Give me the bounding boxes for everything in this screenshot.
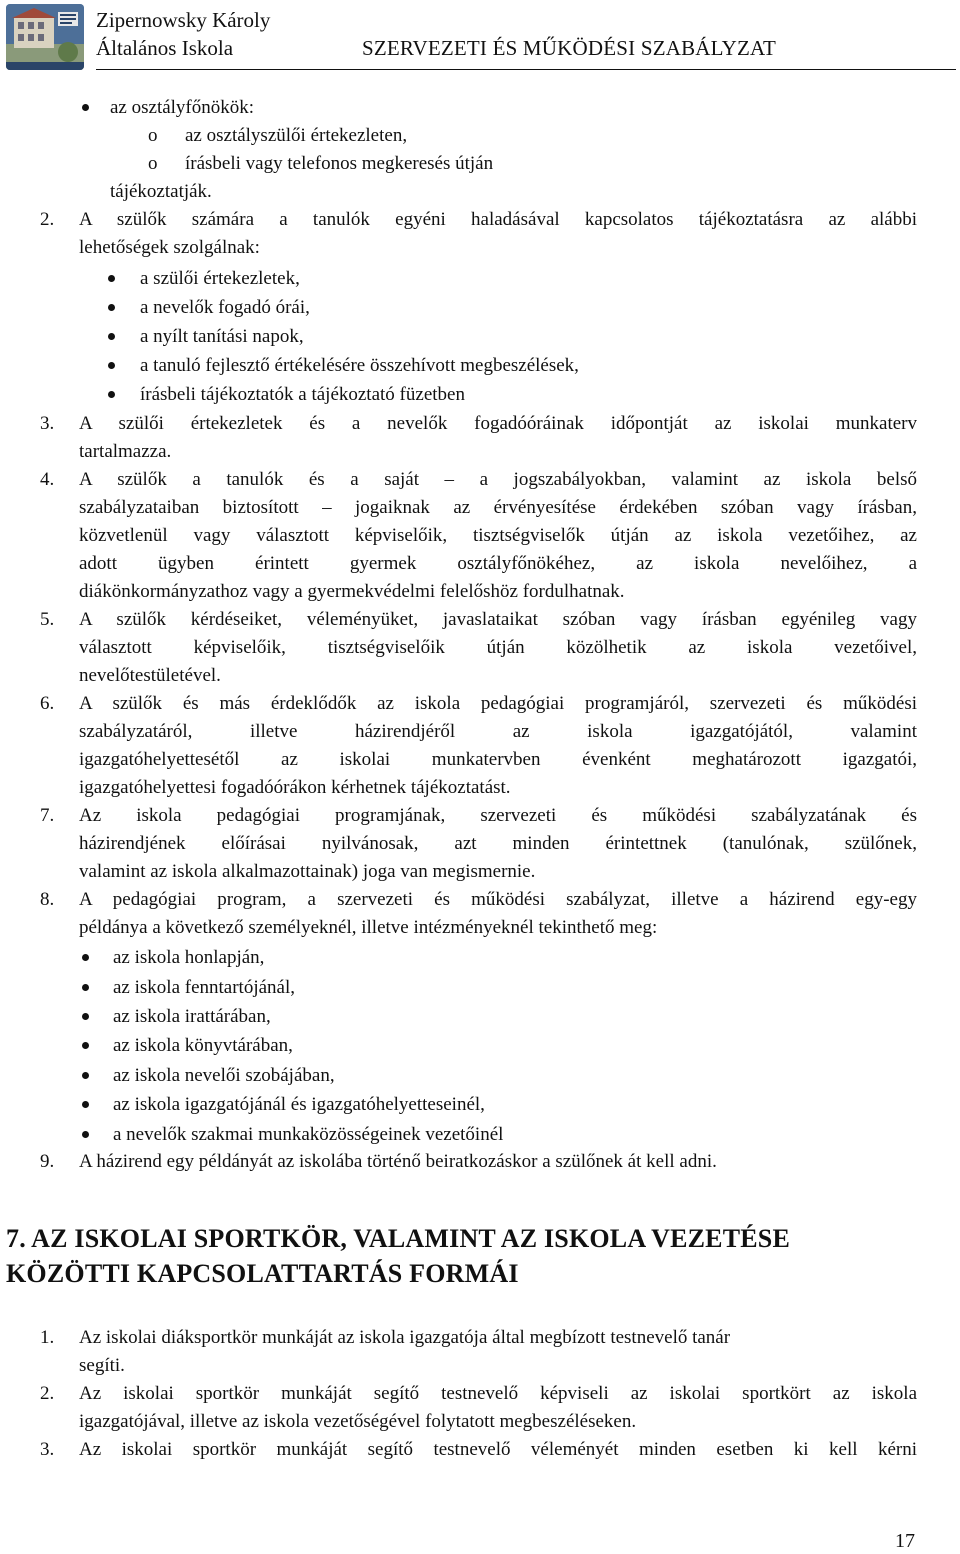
page-number: 17: [895, 1530, 915, 1552]
paragraph-line: tájékoztatják.: [110, 181, 212, 202]
bullet-dot: [108, 304, 115, 311]
paragraph-line: házirendjének előírásai nyilvánosak, azt minden érintettnek (tanulónak, szülőnek,: [79, 833, 917, 854]
paragraph-line: Az iskolai sportkör munkáját segítő testnevelő véleményét minden esetben ki kell kérni: [79, 1439, 917, 1460]
bullet-dot: [82, 984, 89, 991]
bullet-dot: [82, 1101, 89, 1108]
list-item: a nevelők fogadó órái,: [140, 297, 310, 318]
paragraph-line: A szülők és más érdeklődők az iskola pedagógiai programjáról, szervezeti és működési: [79, 693, 917, 714]
paragraph-line: A szülők kérdéseiket, véleményüket, javaslataikat szóban vagy írásban egyénileg vagy: [79, 609, 917, 630]
list-item: az iskola fenntartójánál,: [113, 977, 296, 998]
paragraph-line: A pedagógiai program, a szervezeti és működési szabályzat, illetve a házirend egy-egy: [79, 889, 917, 910]
bullet-dot: [108, 362, 115, 369]
item-number: 2.: [40, 209, 55, 230]
paragraph-line: A szülők a tanulók és a saját – a jogszabályokban, valamint az iskola belső: [79, 469, 917, 490]
sub-marker: o: [148, 153, 158, 174]
section-heading: KÖZÖTTI KAPCSOLATTARTÁS FORMÁI: [6, 1259, 519, 1288]
school-name-line2: Általános Iskola: [96, 36, 234, 60]
item-number: 3.: [40, 1439, 55, 1460]
item-number: 1.: [40, 1327, 55, 1348]
school-name-line1: Zipernowsky Károly: [96, 8, 271, 32]
section-heading: 7. AZ ISKOLAI SPORTKÖR, VALAMINT AZ ISKOLA VEZETÉSE: [6, 1224, 791, 1253]
paragraph-line: lehetőségek szolgálnak:: [79, 237, 260, 258]
item-number: 7.: [40, 805, 55, 826]
list-item: írásbeli tájékoztatók a tájékoztató füzetben: [140, 384, 465, 405]
item-number: 3.: [40, 413, 55, 434]
sub-list-item: az osztályszülői értekezleten,: [185, 125, 408, 146]
paragraph-line: A szülők számára a tanulók egyéni haladásával kapcsolatos tájékoztatásra az alábbi: [79, 209, 917, 230]
list-item: az iskola könyvtárában,: [113, 1035, 293, 1056]
paragraph-line: példánya a következő személyeknél, illetve intézményeknél tekinthető meg:: [79, 917, 658, 938]
bullet-dot: [82, 1042, 89, 1049]
item-number: 9.: [40, 1151, 55, 1172]
document-title: SZERVEZETI ÉS MŰKÖDÉSI SZABÁLYZAT: [362, 36, 777, 60]
school-name: [96, 6, 270, 62]
sub-list-item: írásbeli vagy telefonos megkeresés útján: [185, 153, 494, 174]
paragraph-line: szabályzatáról, illetve házirendjéről az iskola igazgatójától, valamint: [79, 721, 917, 742]
paragraph-line: segíti.: [79, 1355, 125, 1376]
bullet-dot: [82, 104, 89, 111]
paragraph-line: valamint az iskola alkalmazottainak) joga van megismernie.: [79, 861, 536, 882]
paragraph-line: A szülői értekezletek és a nevelők fogadóóráinak időpontját az iskolai munkaterv: [79, 413, 917, 434]
sub-marker: o: [148, 125, 158, 146]
list-item: a nevelők szakmai munkaközösségeinek vezetőinél: [113, 1124, 504, 1145]
bullet-dot: [82, 1013, 89, 1020]
item-number: 4.: [40, 469, 55, 490]
list-item: az osztályfőnökök:: [110, 97, 255, 118]
paragraph-line: közvetlenül vagy választott képviselőik, tisztségviselők útján az iskola vezetőihez, az: [79, 525, 917, 546]
list-item: az iskola nevelői szobájában,: [113, 1065, 335, 1086]
paragraph-line: adott ügyben érintett gyermek osztályfőnökéhez, az iskola nevelőihez, a: [79, 553, 917, 574]
paragraph-line: nevelőtestületével.: [79, 665, 221, 686]
item-number: 6.: [40, 693, 55, 714]
paragraph-line: A házirend egy példányát az iskolába történő beiratkozáskor a szülőnek át kell adni.: [79, 1151, 717, 1172]
header-divider: [96, 69, 956, 70]
list-item: az iskola irattárában,: [113, 1006, 271, 1027]
list-item: az iskola igazgatójánál és igazgatóhelyetteseinél,: [113, 1094, 485, 1115]
paragraph-line: igazgatóhelyettesétől az iskolai munkatervben évenként meghatározott igazgatói,: [79, 749, 917, 770]
paragraph-line: szabályzataiban biztosított – jogaiknak az érvényesítése érdekében szóban vagy írásban,: [79, 497, 917, 518]
item-number: 8.: [40, 889, 55, 910]
bullet-dot: [108, 391, 115, 398]
page-header: [0, 0, 960, 72]
item-number: 5.: [40, 609, 55, 630]
list-item: a tanuló fejlesztő értékelésére összehívott megbeszélések,: [140, 355, 579, 376]
list-item: az iskola honlapján,: [113, 947, 265, 968]
paragraph-line: választott képviselőik, tisztségviselőik útján közölhetik az iskola vezetőivel,: [79, 637, 917, 658]
bullet-dot: [82, 1131, 89, 1138]
bullet-dot: [108, 333, 115, 340]
paragraph-line: Az iskolai diáksportkör munkáját az iskola igazgatója által megbízott testnevelő tanár: [79, 1327, 731, 1348]
paragraph-line: tartalmazza.: [79, 441, 172, 462]
item-number: 2.: [40, 1383, 55, 1404]
paragraph-line: diákönkormányzathoz vagy a gyermekvédelmi felelőshöz fordulhatnak.: [79, 581, 625, 602]
list-item: a nyílt tanítási napok,: [140, 326, 304, 347]
bullet-dot: [82, 1072, 89, 1079]
paragraph-line: igazgatóhelyettesi fogadóórákon kérhetnek tájékoztatást.: [79, 777, 511, 798]
bullet-dot: [108, 275, 115, 282]
paragraph-line: igazgatójával, illetve az iskola vezetőségével folytatott megbeszéléseken.: [79, 1411, 637, 1432]
paragraph-line: Az iskola pedagógiai programjának, szervezeti és működési szabályzatának és: [79, 805, 917, 826]
bullet-dot: [82, 954, 89, 961]
paragraph-line: Az iskolai sportkör munkáját segítő testnevelő képviseli az iskolai sportkört az iskola: [79, 1383, 917, 1404]
list-item: a szülői értekezletek,: [140, 268, 300, 289]
school-logo-icon: [6, 4, 84, 70]
